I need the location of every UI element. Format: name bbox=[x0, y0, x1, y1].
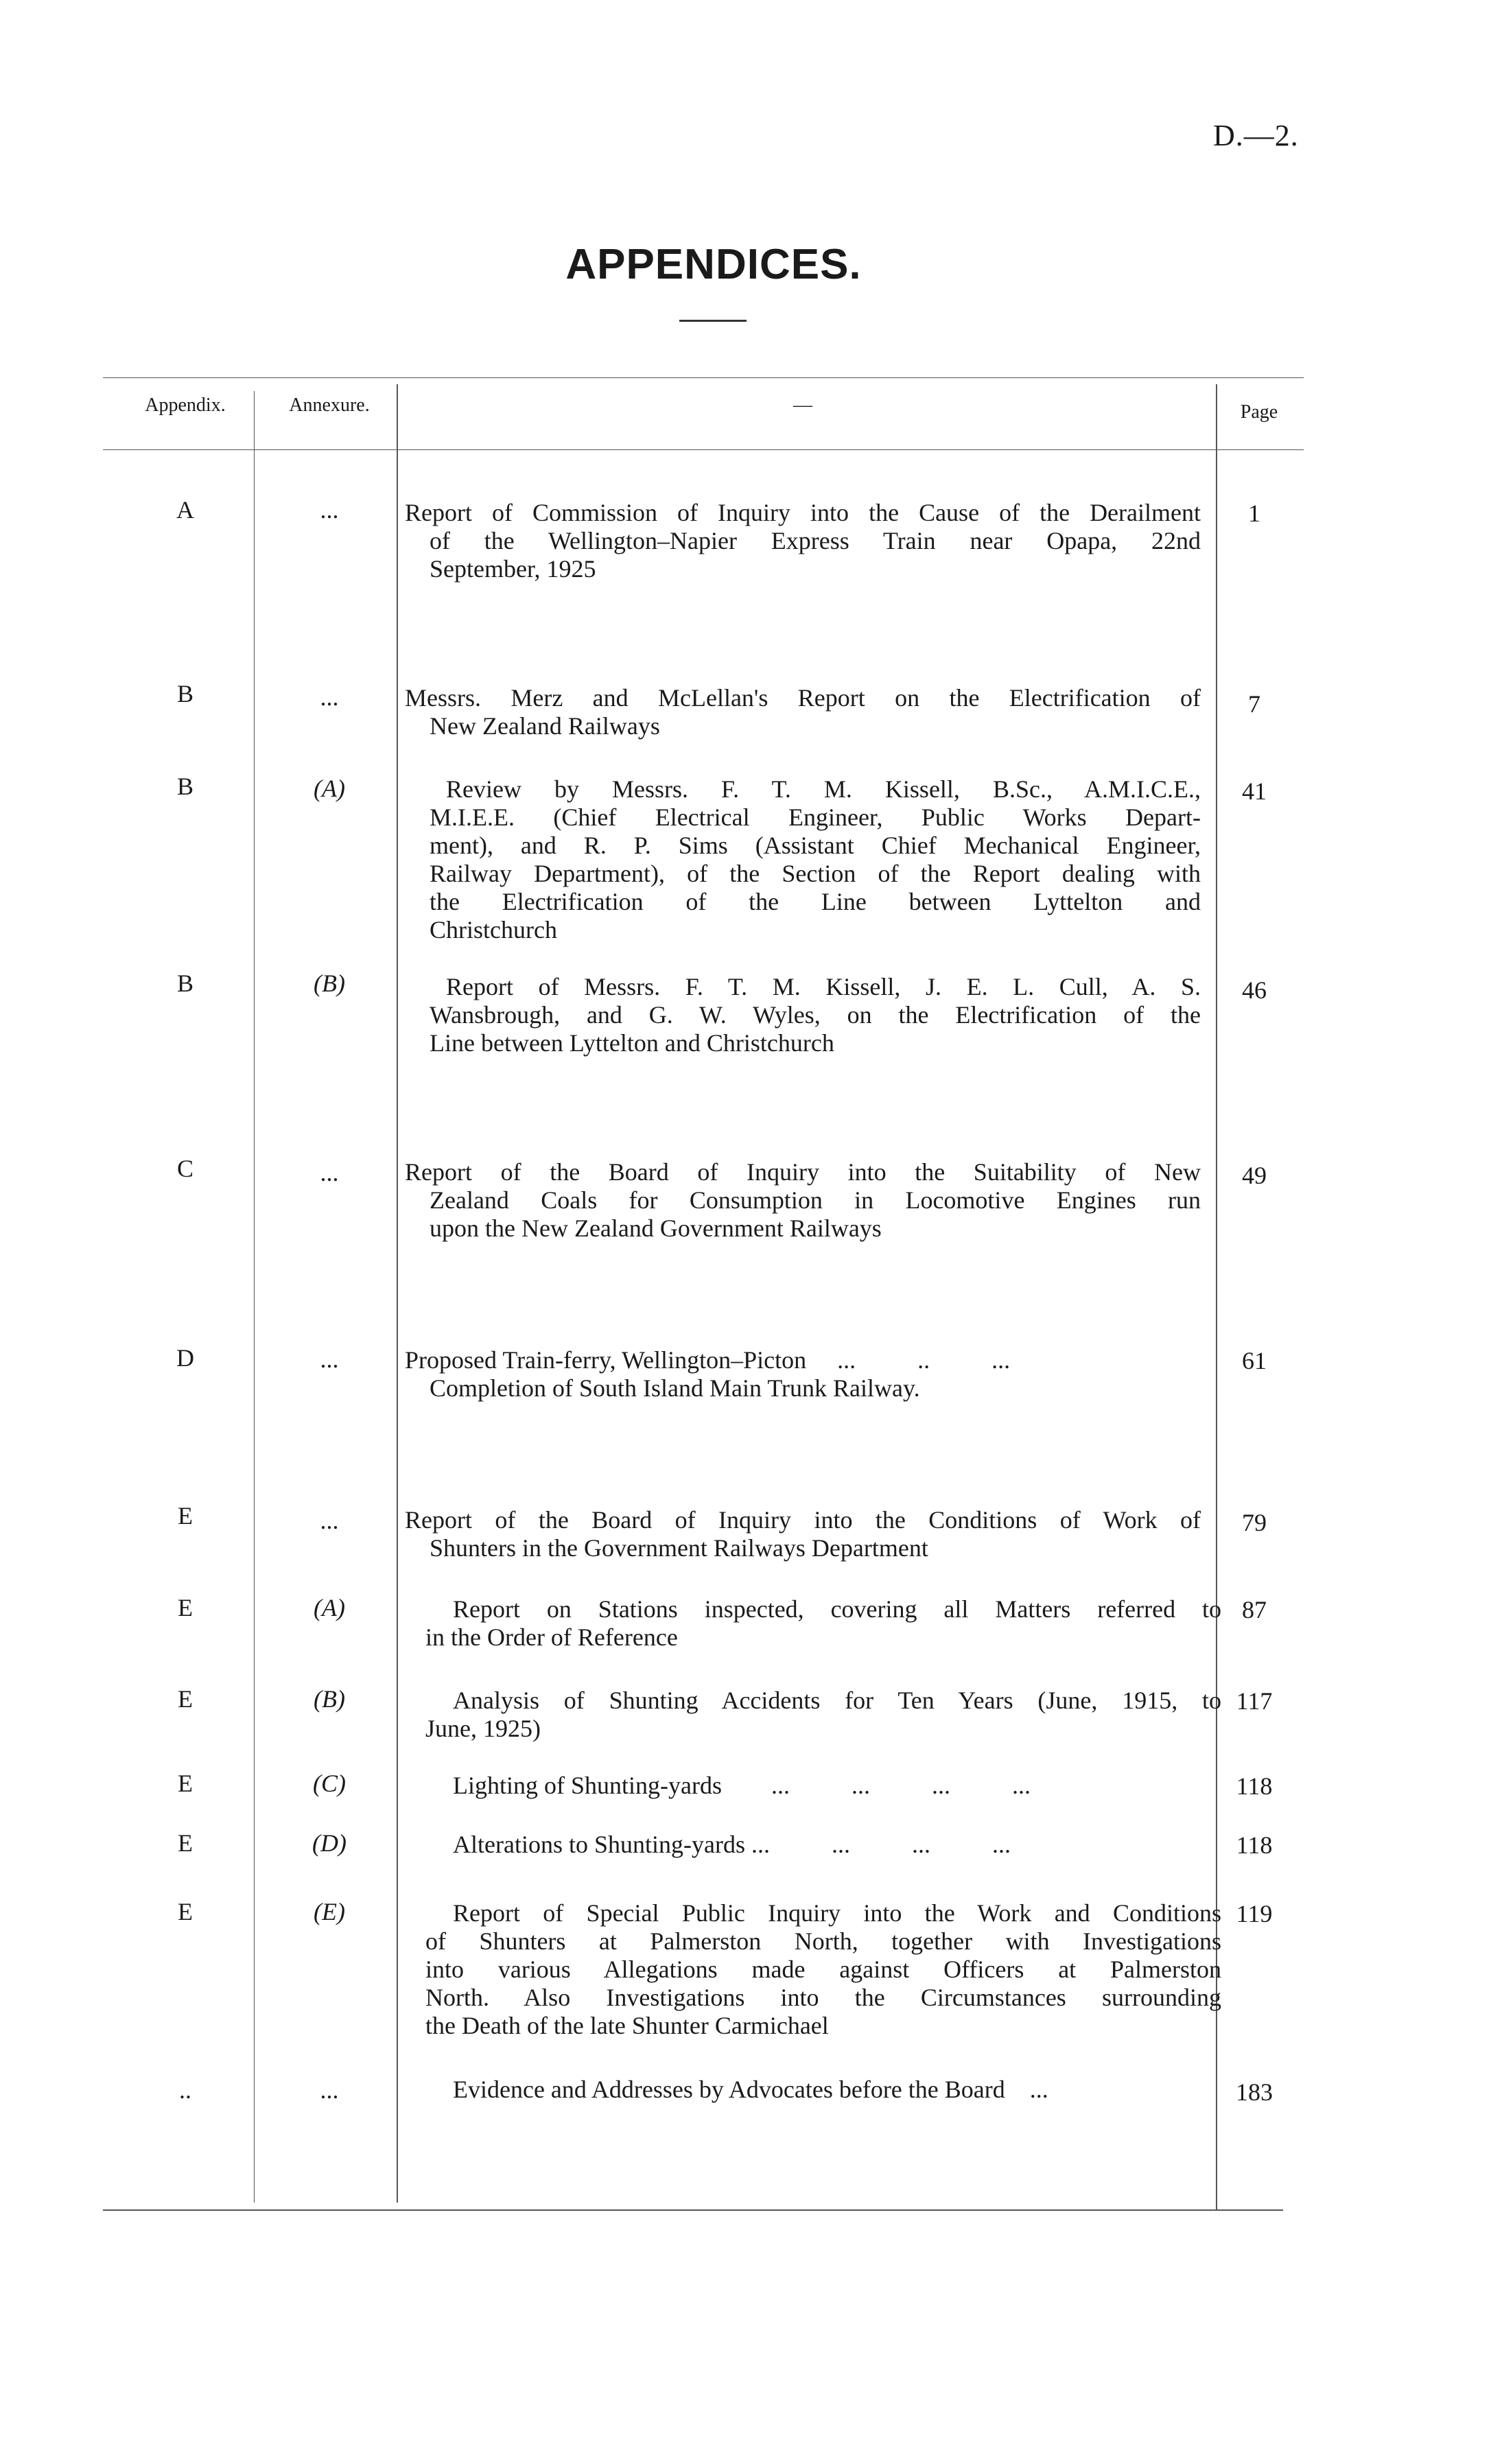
annexure-cell: (E) bbox=[314, 1898, 345, 1925]
description-cell bbox=[405, 1158, 1201, 1243]
description-line: Analysis of Shunting Accidents for Ten Years (June, 1915, to bbox=[453, 1687, 1221, 1714]
annexure-cell: (D) bbox=[312, 1829, 347, 1857]
page-cell: 61 bbox=[1242, 1347, 1267, 1374]
description-cell bbox=[405, 1346, 1201, 1403]
page-cell: 118 bbox=[1236, 1772, 1273, 1800]
description-line: Completion of South Island Main Trunk Railway. bbox=[430, 1374, 920, 1402]
description-line: M.I.E.E. (Chief Electrical Engineer, Public Works Depart- bbox=[430, 803, 1201, 831]
page-cell: 183 bbox=[1236, 2078, 1273, 2106]
page-cell: 118 bbox=[1236, 1831, 1273, 1859]
description-line: Messrs. Merz and McLellan's Report on the Electrification of bbox=[405, 684, 1201, 712]
description-cell bbox=[453, 2076, 1214, 2104]
description-cell bbox=[405, 1506, 1201, 1562]
description-line: ment), and R. P. Sims (Assistant Chief Mechanical Engineer, bbox=[430, 832, 1201, 859]
page-title: APPENDICES. bbox=[565, 241, 862, 288]
page-reference: D.—2. bbox=[1213, 119, 1299, 152]
description-line: Report of the Board of Inquiry into the Suitability of New bbox=[405, 1158, 1201, 1186]
annexure-cell: (A) bbox=[314, 775, 345, 802]
appendix-cell: E bbox=[178, 1770, 193, 1797]
description-line: Report of Messrs. F. T. M. Kissell, J. E. L. Cull, A. S. bbox=[446, 973, 1201, 1000]
description-line: Report of the Board of Inquiry into the Conditions of Work of bbox=[405, 1506, 1201, 1534]
description-line: of the Wellington–Napier Express Train near Opapa, 22nd bbox=[430, 527, 1201, 554]
annexure-cell: ... bbox=[320, 1346, 339, 1373]
description-line: Report of Special Public Inquiry into the Work and Conditions bbox=[453, 1899, 1221, 1927]
header-appendix: Appendix. bbox=[145, 395, 226, 416]
description-line: upon the New Zealand Government Railways bbox=[430, 1215, 882, 1242]
column-divider-annexure bbox=[397, 384, 398, 2203]
page-cell: 117 bbox=[1236, 1687, 1273, 1715]
description-line: Line between Lyttelton and Christchurch bbox=[430, 1029, 834, 1057]
description-line: New Zealand Railways bbox=[430, 712, 660, 740]
description-line: Christchurch bbox=[430, 916, 557, 943]
description-line: North. Also Investigations into the Circumstances surrounding bbox=[425, 1984, 1221, 2011]
header-page: Page bbox=[1240, 401, 1278, 423]
description-cell bbox=[425, 1595, 1221, 1652]
description-line: Zealand Coals for Consumption in Locomotive Engines run bbox=[430, 1186, 1201, 1214]
description-line: Report of Commission of Inquiry into the Cause of the Derailment bbox=[405, 499, 1201, 526]
annexure-cell: ... bbox=[320, 2076, 339, 2104]
page-cell: 7 bbox=[1248, 690, 1260, 718]
annexure-cell: ... bbox=[320, 496, 339, 524]
appendix-cell: C bbox=[176, 1155, 193, 1182]
annexure-cell: (C) bbox=[313, 1770, 346, 1797]
description-cell bbox=[453, 1772, 1214, 1800]
description-line: Wansbrough, and G. W. Wyles, on the Electrification of the bbox=[430, 1001, 1201, 1029]
description-cell bbox=[405, 973, 1201, 1057]
description-line: into various Allegations made against Officers at Palmerston bbox=[425, 1956, 1221, 1983]
description-cell bbox=[425, 1899, 1221, 2040]
description-line: the Death of the late Shunter Carmichael bbox=[425, 2012, 829, 2039]
annexure-cell: (B) bbox=[314, 970, 345, 997]
page-cell: 79 bbox=[1242, 1509, 1267, 1536]
description-cell bbox=[425, 1687, 1221, 1743]
annexure-cell: ... bbox=[320, 1159, 339, 1186]
annexure-cell: ... bbox=[320, 1507, 339, 1534]
appendix-cell: B bbox=[176, 773, 193, 800]
description-cell bbox=[405, 684, 1201, 740]
description-line: Report on Stations inspected, covering all Matters referred to bbox=[453, 1595, 1221, 1623]
appendix-cell: E bbox=[178, 1502, 193, 1529]
page-cell: 46 bbox=[1242, 976, 1267, 1004]
page-cell: 119 bbox=[1236, 1900, 1273, 1927]
title-rule bbox=[679, 320, 747, 322]
description-line: Alterations to Shunting-yards ... ... ... ... bbox=[453, 1831, 1011, 1858]
description-line: Evidence and Addresses by Advocates before the Board ... bbox=[453, 2076, 1048, 2103]
header-description: — bbox=[793, 395, 812, 416]
header-annexure: Annexure. bbox=[289, 395, 370, 416]
description-cell bbox=[405, 775, 1201, 944]
annexure-cell: (A) bbox=[314, 1594, 345, 1621]
page-cell: 41 bbox=[1242, 777, 1267, 805]
appendix-cell: D bbox=[176, 1344, 194, 1372]
page-cell: 49 bbox=[1242, 1162, 1267, 1189]
header-bottom-rule bbox=[103, 449, 1304, 450]
appendix-cell: B bbox=[176, 680, 193, 707]
appendix-cell: A bbox=[176, 496, 194, 524]
description-cell bbox=[453, 1831, 1214, 1859]
page-cell: 1 bbox=[1248, 500, 1260, 527]
appendix-cell: B bbox=[176, 970, 193, 997]
description-line: in the Order of Reference bbox=[425, 1623, 678, 1651]
description-line: the Electrification of the Line between Lyttelton and bbox=[430, 888, 1201, 915]
description-line: Railway Department), of the Section of the Report dealing with bbox=[430, 860, 1201, 887]
description-line: Lighting of Shunting-yards ... ... ... ... bbox=[453, 1772, 1031, 1799]
column-divider-appendix bbox=[254, 391, 255, 2203]
description-line: June, 1925) bbox=[425, 1715, 541, 1742]
description-line: Shunters in the Government Railways Department bbox=[430, 1534, 928, 1562]
description-line: Proposed Train-ferry, Wellington–Picton ... .. ... bbox=[405, 1346, 1011, 1374]
description-line: of Shunters at Palmerston North, together with Investigations bbox=[425, 1927, 1221, 1955]
table-bottom-rule bbox=[103, 2209, 1283, 2211]
appendix-cell: E bbox=[178, 1594, 193, 1621]
annexure-cell: (B) bbox=[314, 1685, 345, 1713]
appendix-cell: E bbox=[178, 1685, 193, 1713]
description-line: September, 1925 bbox=[430, 555, 596, 583]
appendix-cell: .. bbox=[179, 2076, 191, 2104]
appendix-cell: E bbox=[178, 1829, 193, 1857]
annexure-cell: ... bbox=[320, 683, 339, 711]
description-line: Review by Messrs. F. T. M. Kissell, B.Sc., A.M.I.C.E., bbox=[446, 775, 1201, 803]
description-cell bbox=[405, 499, 1201, 583]
page-cell: 87 bbox=[1242, 1596, 1267, 1623]
table-top-rule bbox=[103, 377, 1304, 378]
appendix-cell: E bbox=[178, 1898, 193, 1925]
